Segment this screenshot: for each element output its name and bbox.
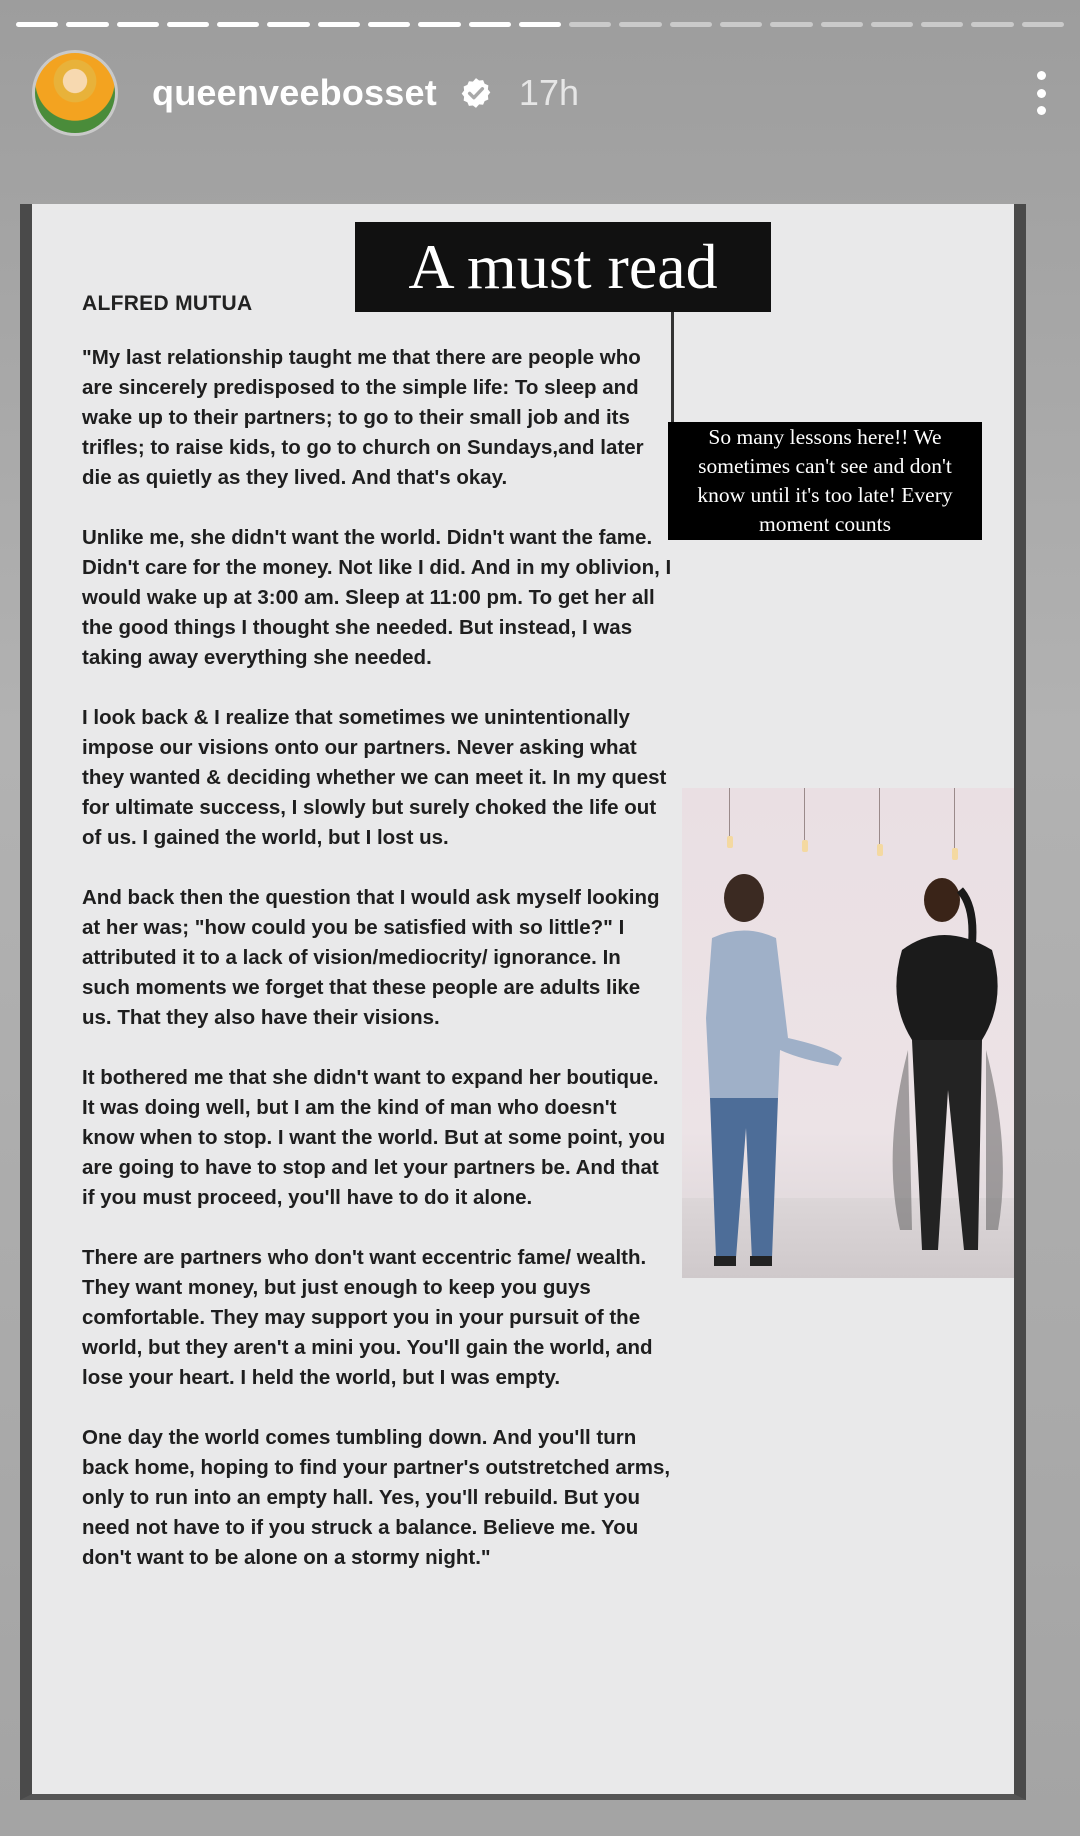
progress-segment [971, 22, 1013, 27]
username[interactable]: queenveebosset [152, 72, 437, 113]
article-body [82, 343, 672, 1603]
pendant-lamp-icon [727, 836, 733, 848]
avatar[interactable] [32, 50, 118, 136]
progress-segment [871, 22, 913, 27]
paragraph-6: There are partners who don't want eccentric fame/ wealth. They want money, but just enough to keep you guys comfortable. They may support you in your pursuit of the world, but they aren't a mini you. You'll gain the world, and lose your heart. I held the world, but I was empty. [82, 1246, 653, 1389]
pendant-lamp-icon [877, 844, 883, 856]
progress-segment [821, 22, 863, 27]
man-figure [692, 868, 842, 1268]
progress-segment [117, 22, 159, 27]
couple-photo [682, 788, 1014, 1278]
progress-segment [619, 22, 661, 27]
paragraph-7: One day the world comes tumbling down. And you'll turn back home, hoping to find your partner's outstretched arms, only to run into an empty hall. Yes, you'll rebuild. But you need not have to if you struck a balance. Believe me. You don't want to be alone on a stormy night." [82, 1426, 671, 1569]
progress-segment [267, 22, 309, 27]
story-header [32, 50, 1056, 136]
paragraph-2: Unlike me, she didn't want the world. Didn't want the fame. Didn't care for the money. Not like I did. And in my oblivion, I would wake up at 3:00 am. Sleep at 11:00 pm. To get her all the good things I thought she needed. But instead, I was taking away everything she needed. [82, 526, 672, 669]
post-time: 17h [518, 72, 579, 113]
sticker-text-note: So many lessons here!! We sometimes can't see and don't know until it's too late! Every moment counts [668, 422, 982, 540]
paragraph-4: And back then the question that I would ask myself looking at her was; "how could you be satisfied with so little?" I attributed it to a lack of vision/mediocrity/ ignorance. In such moments we forget that these people are adults like us. That they also have their visions. [82, 886, 660, 1029]
more-vertical-icon[interactable] [1026, 65, 1056, 121]
progress-segment [167, 22, 209, 27]
paragraph-5: It bothered me that she didn't want to expand her boutique. It was doing well, but I am the kind of man who doesn't know when to stop. I want the world. But at some point, you are going to have to stop and let your partners be. And that if you must proceed, you'll have to do it alone. [82, 1066, 666, 1209]
post-title: A must read [355, 222, 771, 312]
paragraph-1: "My last relationship taught me that there are people who are sincerely predisposed to the simple life: To sleep and wake up to their partners; to go to their small job and its trifles; to raise kids, to go to church on Sundays,and later die as quietly as they lived. And that's okay. [82, 346, 644, 489]
progress-segment [921, 22, 963, 27]
progress-segment [1022, 22, 1064, 27]
progress-segment [66, 22, 108, 27]
pendant-lamp-icon [802, 840, 808, 852]
progress-segment [670, 22, 712, 27]
progress-segment [720, 22, 762, 27]
progress-segment [368, 22, 410, 27]
story-progress-bar [16, 22, 1064, 27]
paragraph-3: I look back & I realize that sometimes we unintentionally impose our visions onto our partners. Never asking what they wanted & deciding whether we can meet it. In my quest for ultimate success, I slowly but surely choked the life out of us. I gained the world, but I lost us. [82, 706, 667, 849]
post-author: ALFRED MUTUA [82, 292, 253, 315]
progress-segment [770, 22, 812, 27]
progress-segment [569, 22, 611, 27]
shared-post-image [20, 204, 1026, 1800]
progress-segment [519, 22, 561, 27]
verified-badge-icon [459, 76, 493, 110]
pendant-lamp-icon [952, 848, 958, 860]
progress-segment [318, 22, 360, 27]
progress-segment [418, 22, 460, 27]
woman-figure [882, 870, 1012, 1270]
progress-segment [16, 22, 58, 27]
progress-segment [469, 22, 511, 27]
progress-segment [217, 22, 259, 27]
